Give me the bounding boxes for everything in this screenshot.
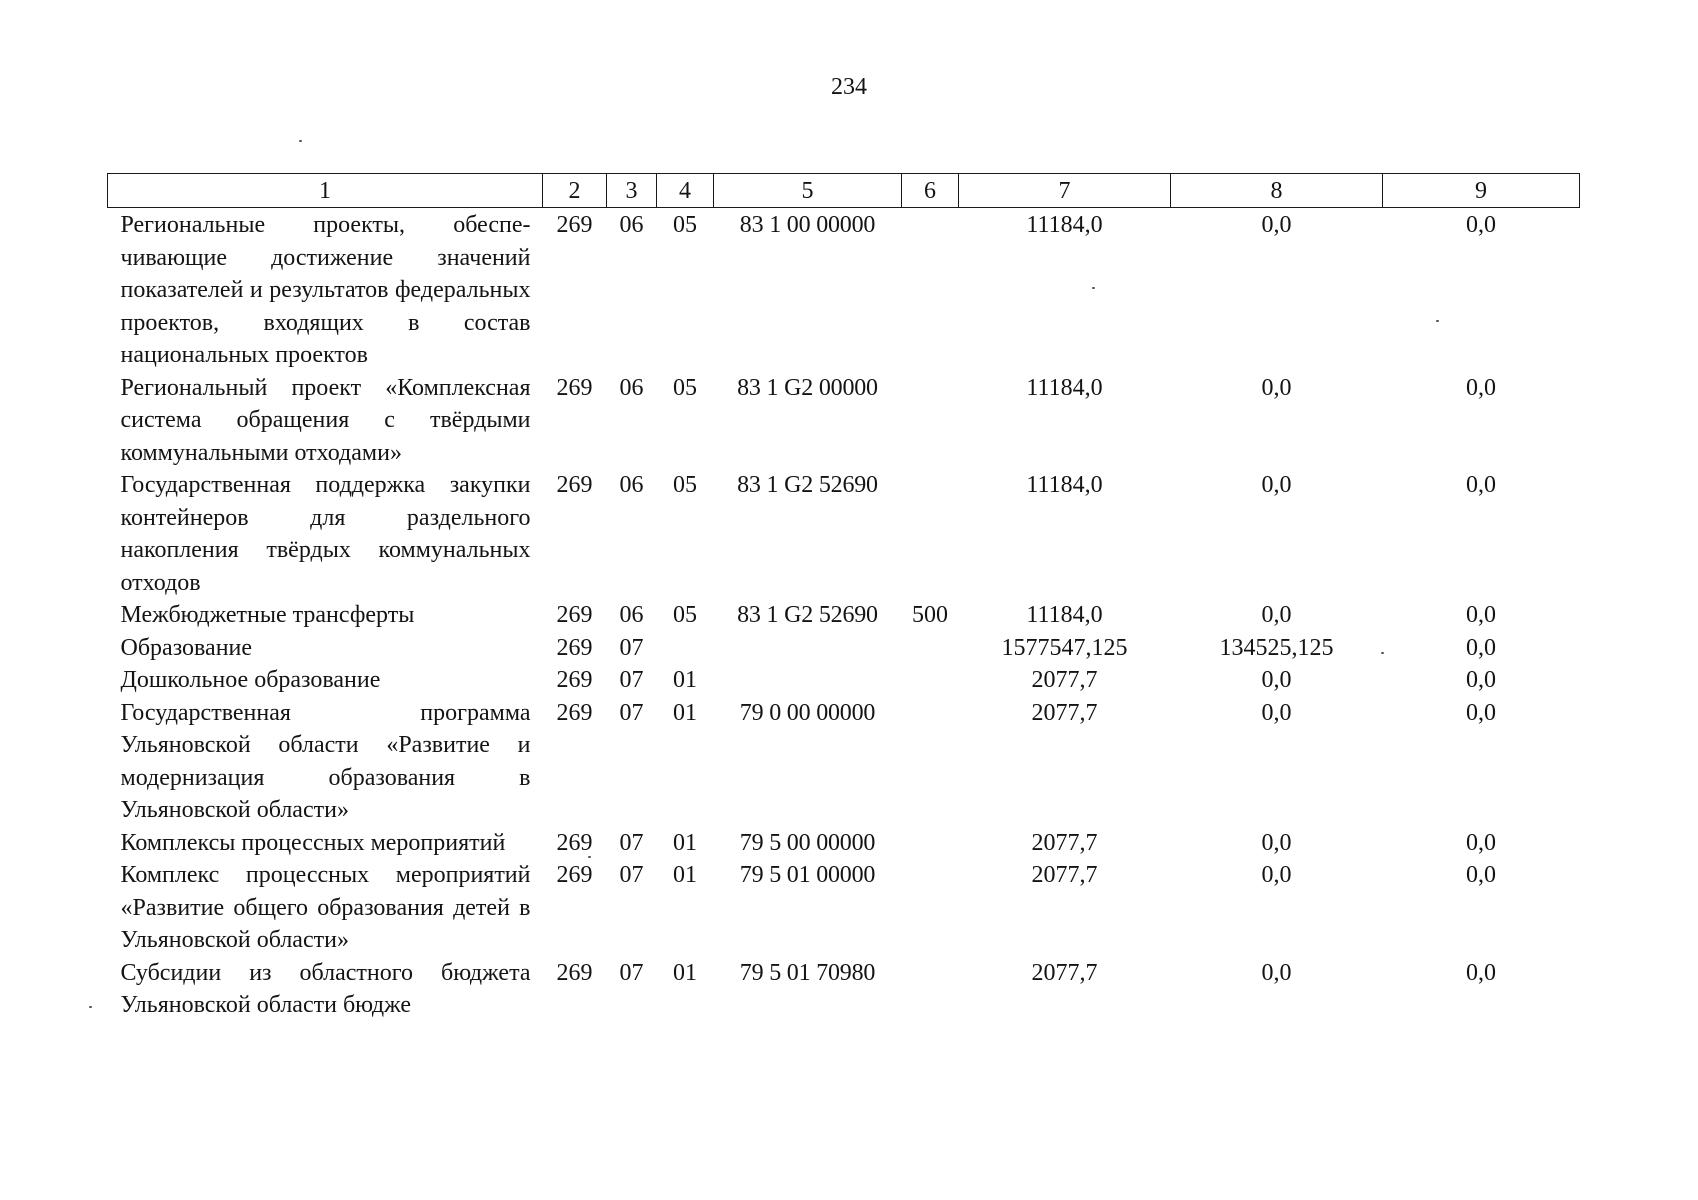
cell-column-3: 06 [619, 212, 644, 238]
cell-column-6 [902, 208, 959, 372]
table-row [108, 664, 1580, 697]
cell-column-9: 0,0 [1466, 634, 1496, 661]
column-header-3: 3 [607, 174, 657, 208]
table-row [108, 372, 1580, 470]
budget-table [107, 173, 1580, 1022]
cell-column-7: 11184,0 [1026, 374, 1103, 401]
cell-column-3: 06 [619, 472, 644, 498]
page-number: 234 [831, 74, 867, 100]
cell-column-2: 269 [556, 634, 593, 661]
cell-column-9: 0,0 [1466, 699, 1496, 726]
cell-column-6 [902, 469, 959, 599]
cell-column-4 [657, 632, 714, 665]
column-header-9: 9 [1383, 174, 1580, 208]
table-row [108, 469, 1580, 599]
column-header-2: 2 [543, 174, 607, 208]
cell-column-6 [902, 957, 959, 1022]
cell-column-9: 0,0 [1466, 829, 1496, 856]
cell-column-9: 0,0 [1466, 212, 1496, 238]
cell-column-7: 2077,7 [1031, 862, 1098, 888]
row-name: Государственная поддержка закупки контейнеров для раздельного накопления твёрдых коммунальных отходов [120, 472, 531, 596]
table-row [108, 859, 1580, 957]
cell-column-6 [902, 859, 959, 957]
cell-column-5: 83 1 00 00000 [739, 212, 876, 238]
cell-column-8: 0,0 [1261, 959, 1292, 986]
cell-column-8: 0,0 [1261, 602, 1292, 628]
cell-column-5 [714, 664, 902, 697]
cell-column-3: 07 [619, 829, 644, 856]
cell-column-3: 06 [619, 374, 644, 401]
cell-column-6 [902, 372, 959, 470]
row-name: Межбюджетные трансферты [120, 602, 415, 628]
cell-column-8: 0,0 [1261, 829, 1292, 856]
cell-column-9: 0,0 [1466, 862, 1496, 888]
cell-column-7: 2077,7 [1031, 667, 1098, 693]
cell-column-8: 134525,125 [1219, 634, 1334, 661]
cell-column-9: 0,0 [1466, 602, 1496, 628]
cell-column-5: 83 1 G2 00000 [737, 374, 878, 401]
cell-column-9: 0,0 [1466, 472, 1496, 498]
cell-column-9: 0,0 [1466, 959, 1496, 986]
cell-column-5: 79 5 01 00000 [739, 862, 876, 888]
cell-column-5: 79 5 01 70980 [739, 959, 876, 986]
cell-column-4: 05 [673, 472, 697, 498]
table-row [108, 208, 1580, 372]
cell-column-6 [902, 664, 959, 697]
cell-column-7: 2077,7 [1031, 829, 1098, 856]
scan-speck [299, 140, 302, 142]
cell-column-2: 269 [556, 699, 593, 726]
cell-column-4: 05 [673, 212, 697, 238]
cell-column-5: 83 1 G2 52690 [737, 472, 878, 498]
cell-column-3: 07 [619, 699, 644, 726]
cell-column-4: 01 [673, 959, 697, 986]
cell-column-6 [902, 632, 959, 665]
table-row [108, 827, 1580, 860]
column-header-4: 4 [657, 174, 714, 208]
table-row [108, 599, 1580, 632]
cell-column-2: 269 [556, 374, 593, 401]
cell-column-2: 269 [556, 602, 593, 628]
row-name: Государственная программа Ульяновской области «Развитие и модернизация образования в Ульяновской области» [120, 699, 531, 823]
cell-column-5 [714, 632, 902, 665]
cell-column-8: 0,0 [1261, 374, 1292, 401]
cell-column-3: 06 [619, 602, 644, 628]
column-header-5: 5 [714, 174, 902, 208]
column-header-8: 8 [1171, 174, 1383, 208]
cell-column-7: 11184,0 [1026, 472, 1103, 498]
row-name: Дошкольное образование [120, 667, 381, 693]
cell-column-2: 269 [556, 829, 593, 856]
row-name: Образование [120, 634, 253, 661]
row-name: Субсидии из областного бюджета Ульяновской области бюдже [120, 959, 531, 1018]
column-header-1: 1 [108, 174, 543, 208]
cell-column-9: 0,0 [1466, 374, 1496, 401]
cell-column-9: 0,0 [1466, 667, 1496, 693]
row-name: Комплекс процессных мероприятий «Развитие общего образования детей в Ульяновской области» [120, 862, 531, 953]
cell-column-3: 07 [619, 634, 644, 661]
cell-column-2: 269 [556, 667, 593, 693]
cell-column-2: 269 [556, 472, 593, 498]
cell-column-5: 83 1 G2 52690 [737, 602, 878, 628]
cell-column-6 [902, 827, 959, 860]
cell-column-7: 2077,7 [1031, 699, 1098, 726]
cell-column-6 [902, 697, 959, 827]
cell-column-8: 0,0 [1261, 667, 1292, 693]
cell-column-8: 0,0 [1261, 212, 1292, 238]
cell-column-3: 07 [619, 862, 644, 888]
cell-column-2: 269 [556, 862, 593, 888]
table-row [108, 697, 1580, 827]
cell-column-4: 05 [673, 374, 697, 401]
cell-column-4: 01 [673, 699, 697, 726]
cell-column-4: 05 [673, 602, 697, 628]
cell-column-8: 0,0 [1261, 699, 1292, 726]
column-header-6: 6 [902, 174, 959, 208]
cell-column-4: 01 [673, 667, 697, 693]
cell-column-2: 269 [556, 959, 593, 986]
table-row [108, 957, 1580, 1022]
cell-column-5: 79 0 00 00000 [739, 699, 876, 726]
cell-column-4: 01 [673, 862, 697, 888]
scan-speck [89, 1006, 92, 1008]
row-name: Региональный проект «Комплексная система обращения с твёрдыми коммунальными отходами» [120, 374, 531, 466]
cell-column-7: 1577547,125 [1001, 634, 1128, 661]
row-name: Комплексы процессных мероприятий [120, 829, 506, 856]
column-header-7: 7 [959, 174, 1171, 208]
cell-column-8: 0,0 [1261, 862, 1292, 888]
cell-column-6: 500 [912, 602, 948, 628]
cell-column-7: 11184,0 [1026, 212, 1103, 238]
cell-column-3: 07 [619, 959, 644, 986]
cell-column-7: 2077,7 [1031, 959, 1098, 986]
cell-column-8: 0,0 [1261, 472, 1292, 498]
table-row [108, 632, 1580, 665]
cell-column-4: 01 [673, 829, 697, 856]
cell-column-5: 79 5 00 00000 [739, 829, 876, 856]
cell-column-2: 269 [556, 212, 593, 238]
cell-column-7: 11184,0 [1026, 602, 1103, 628]
cell-column-3: 07 [619, 667, 644, 693]
row-name: Региональные проекты, обеспечивающие достижение значений показателей и результатов федеральных проектов, входящих в состав национальных проектов [120, 212, 531, 368]
header-row [108, 174, 1580, 208]
